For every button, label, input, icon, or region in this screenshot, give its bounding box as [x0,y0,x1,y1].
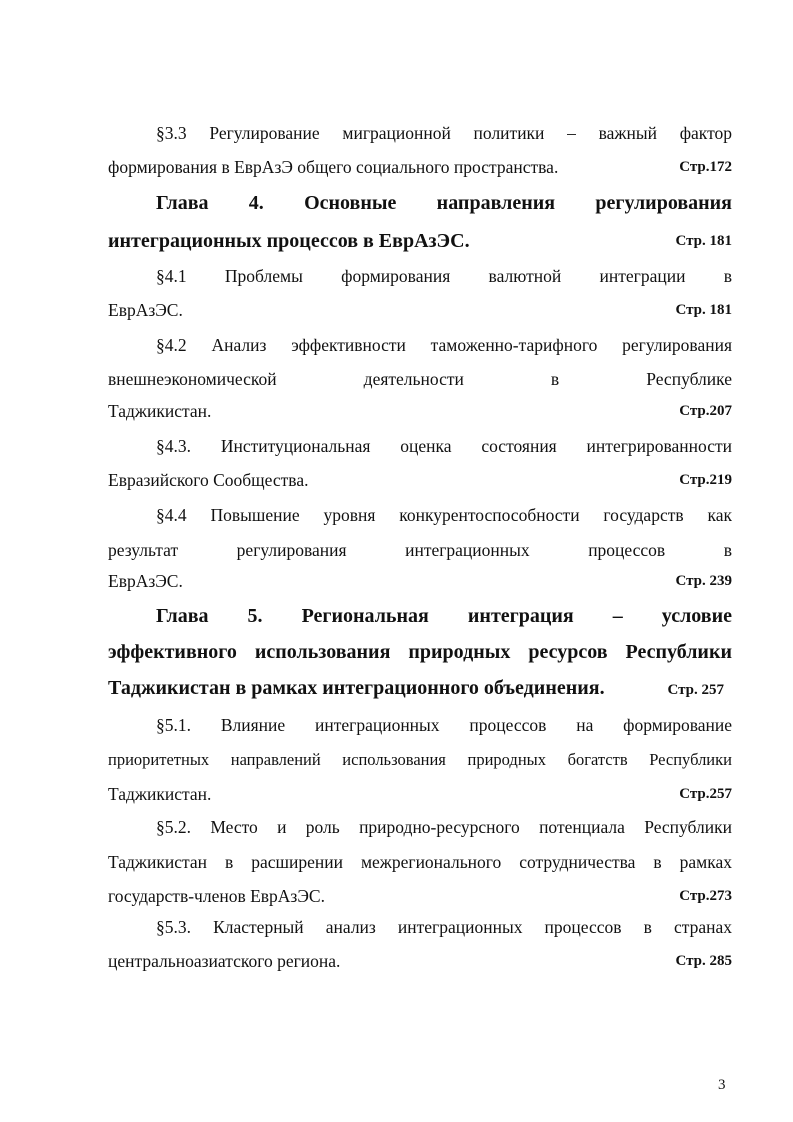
toc-entry-text-line: формирования в ЕврАзЭ общего социального пространства. [108,157,559,177]
chapter-heading-line: Глава 5. Региональная интеграция – условие [156,605,732,627]
chapter-heading-line: эффективного использования природных ресурсов Республики [108,641,732,663]
page-number: 3 [718,1077,726,1093]
toc-entry-text-line: внешнеэкономической деятельности в Республике [108,369,732,389]
chapter-heading-line: интеграционных процессов в ЕврАзЭС. [108,230,470,252]
toc-entry-text-line: центральноазиатского региона. [108,951,341,971]
toc-entry-text-line: §4.3. Институциональная оценка состояния интегрированности [156,436,732,456]
page-reference: Стр. 239 [675,573,732,589]
chapter-heading-line: Таджикистан в рамках интеграционного объединения. [108,677,605,699]
page-reference: Стр. 181 [675,233,732,249]
toc-entry-text-line: §4.2 Анализ эффективности таможенно-тарифного регулирования [156,335,732,355]
page-reference: Стр.219 [679,472,732,488]
toc-entry-text-line: §5.1. Влияние интеграционных процессов на формирование [156,715,732,735]
toc-entry-text-line: приоритетных направлений использования природных богатств Республики [108,750,732,769]
page-reference: Стр. 285 [675,953,732,969]
toc-entry-text-line: §5.2. Место и роль природно-ресурсного потенциала Республики [156,817,732,837]
toc-entry-text-line: Таджикистан. [108,401,212,421]
toc-entry-text-line: §4.4 Повышение уровня конкурентоспособности государств как [156,505,732,525]
page-reference: Стр.273 [679,888,732,904]
toc-entry-text-line: §5.3. Кластерный анализ интеграционных процессов в странах [156,917,732,937]
page-reference: Стр.172 [679,159,732,175]
toc-entry-text-line: Таджикистан. [108,784,212,804]
toc-entry-text-line: ЕврАзЭС. [108,571,183,591]
page-reference: Стр. 181 [675,302,732,318]
toc-entry-text-line: Евразийского Сообщества. [108,470,309,490]
toc-entry-text-line: ЕврАзЭС. [108,300,183,320]
toc-entry-text-line: §3.3 Регулирование миграционной политики – важный фактор [156,123,732,143]
toc-entry-text-line: §4.1 Проблемы формирования валютной интеграции в [156,266,732,286]
page-reference: Стр.257 [679,786,732,802]
chapter-heading-line: Глава 4. Основные направления регулирования [156,192,732,214]
page-reference: Стр. 257 [667,682,724,698]
toc-entry-text-line: результат регулирования интеграционных процессов в [108,540,732,560]
toc-entry-text-line: Таджикистан в расширении межрегионального сотрудничества в рамках [108,852,732,872]
toc-entry-text-line: государств-членов ЕврАзЭС. [108,886,325,906]
page-reference: Стр.207 [679,403,732,419]
